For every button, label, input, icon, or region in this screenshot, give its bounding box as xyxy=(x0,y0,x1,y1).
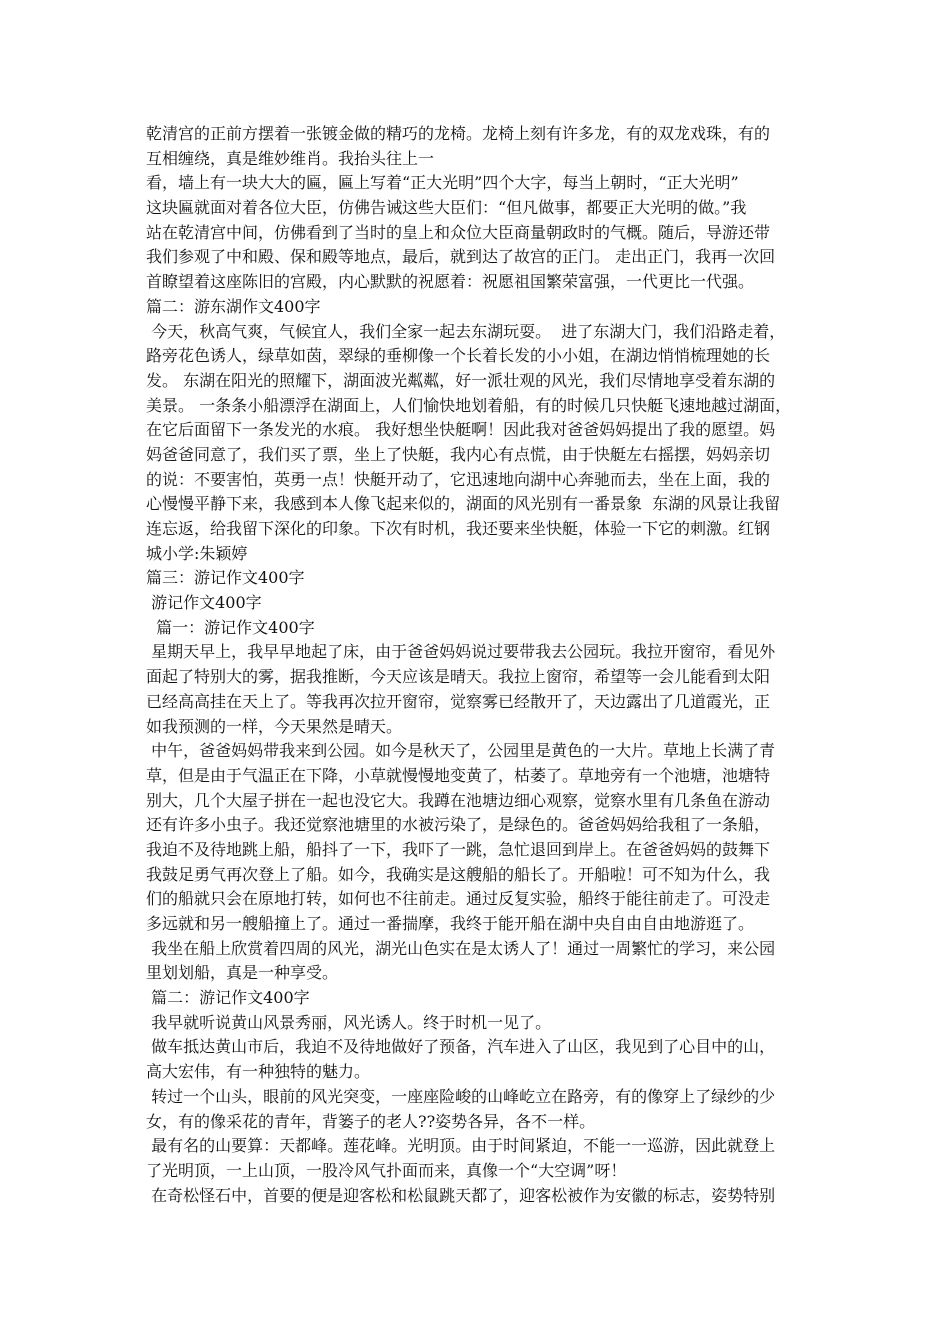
text-line: 我们参观了中和殿、保和殿等地点，最后，就到达了故宫的正门。 走出正门，我再一次回 xyxy=(146,247,776,267)
text-line: 我坐在船上欣赏着四周的风光，湖光山色实在是太诱人了！通过一周繁忙的学习，来公园 xyxy=(146,938,776,958)
text-line: 还有许多小虫子。我还觉察池塘里的水被污染了，是绿色的。爸爸妈妈给我租了一条船， xyxy=(146,815,771,835)
text-line: 妈爸爸同意了，我们买了票，坐上了快艇，我内心有点慌，由于快艇左右摇摆，妈妈亲切 xyxy=(146,444,771,464)
text-line: 发。 东湖在阳光的照耀下，湖面波光粼粼，好一派壮观的风光，我们尽情地享受着东湖的 xyxy=(146,370,776,390)
text-line: 这块匾就面对着各位大臣，仿佛告诫这些大臣们：“但凡做事，都要正大光明的做。”我 xyxy=(146,198,747,218)
text-line: 里划划船，真是一种享受。 xyxy=(146,963,339,983)
text-line: 美景。 一条条小船漂浮在湖面上，人们愉快地划着船，有的时候几只快艇飞速地越过湖面， xyxy=(146,395,792,415)
text-line: 首瞭望着这座陈旧的宫殿，内心默默的祝愿着：祝愿祖国繁荣富强，一代更比一代强。 xyxy=(146,272,755,292)
text-line: 今天，秋高气爽，气候宜人，我们全家一起去东湖玩耍。 进了东湖大门，我们沿路走着， xyxy=(146,321,786,341)
text-line: 篇二：游记作文400字 xyxy=(146,988,310,1008)
text-line: 最有名的山要算：天都峰。莲花峰。光明顶。由于时间紧迫，不能一一巡游，因此就登上 xyxy=(146,1136,776,1156)
text-line: 了光明顶，一上山顶，一股冷风气扑面而来，真像一个“大空调”呀！ xyxy=(146,1160,627,1180)
text-line: 中午，爸爸妈妈带我来到公园。如今是秋天了，公园里是黄色的一大片。草地上长满了青 xyxy=(146,741,776,761)
text-line: 我迫不及待地跳上船，船抖了一下，我吓了一跳，急忙退回到岸上。在爸爸妈妈的鼓舞下 xyxy=(146,839,771,859)
text-line: 城小学:朱颖婷 xyxy=(146,543,248,563)
text-line: 的说：不要害怕，英勇一点！快艇开动了，它迅速地向湖中心奔驰而去，坐在上面，我的 xyxy=(146,469,771,489)
text-line: 我早就听说黄山风景秀丽，风光诱人。终于时机一见了。 xyxy=(146,1012,552,1032)
text-line: 别大，几个大屋子拼在一起也没它大。我蹲在池塘边细心观察，觉察水里有几条鱼在游动 xyxy=(146,790,771,810)
text-line: 互相缠绕，真是维妙维肖。我抬头往上一 xyxy=(146,148,435,168)
text-line: 如我预测的一样，今天果然是晴天。 xyxy=(146,716,403,736)
text-line: 游记作文400字 xyxy=(146,593,262,613)
text-line: 在它后面留下一条发光的水痕。 我好想坐快艇啊！因此我对爸爸妈妈提出了我的愿望。妈 xyxy=(146,420,776,440)
text-line: 路旁花色诱人，绿草如茵，翠绿的垂柳像一个长着长发的小小姐，在湖边悄悄梳理她的长 xyxy=(146,346,771,366)
text-line: 已经高高挂在天上了。等我再次拉开窗帘，觉察雾已经散开了，天边露出了几道霞光，正 xyxy=(146,691,771,711)
text-line: 篇二：游东湖作文400字 xyxy=(146,296,321,316)
text-line: 乾清宫的正前方摆着一张镀金做的精巧的龙椅。龙椅上刻有许多龙，有的双龙戏珠，有的 xyxy=(146,124,771,143)
text-line: 高大宏伟，有一种独特的魅力。 xyxy=(146,1062,371,1082)
text-line: 篇三：游记作文400字 xyxy=(146,568,305,588)
text-line: 我鼓足勇气再次登上了船。如今，我确实是这艘船的船长了。开船啦！可不知为什么，我 xyxy=(146,864,771,884)
text-line: 做车抵达黄山市后，我迫不及待地做好了预备，汽车进入了山区，我见到了心目中的山， xyxy=(146,1037,776,1057)
text-line: 星期天早上，我早早地起了床，由于爸爸妈妈说过要带我去公园玩。我拉开窗帘，看见外 xyxy=(146,642,776,662)
text-line: 在奇松怪石中，首要的便是迎客松和松鼠跳天都了，迎客松被作为安徽的标志，姿势特别 xyxy=(146,1185,776,1205)
text-line: 看，墙上有一块大大的匾，匾上写着“正大光明”四个大字，每当上朝时，“正大光明” xyxy=(146,173,739,193)
text-line: 们的船就只会在原地打转，如何也不往前走。通过反复实验，船终于能往前走了。可没走 xyxy=(146,889,771,909)
text-line: 草，但是由于气温正在下降，小草就慢慢地变黄了，枯萎了。草地旁有一个池塘，池塘特 xyxy=(146,765,771,785)
text-line: 篇一：游记作文400字 xyxy=(146,617,315,637)
text-line: 转过一个山头，眼前的风光突变，一座座险峻的山峰屹立在路旁，有的像穿上了绿纱的少 xyxy=(146,1086,776,1106)
text-line: 站在乾清宫中间，仿佛看到了当时的皇上和众位大臣商量朝政时的气概。随后，导游还带 xyxy=(146,222,771,242)
document-body xyxy=(146,122,812,1208)
text-line: 多远就和另一艘船撞上了。通过一番揣摩，我终于能开船在湖中央自由自由地游逛了。 xyxy=(146,914,755,933)
text-line: 女，有的像采花的青年，背篓子的老人??姿势各异，各不一样。 xyxy=(146,1111,596,1131)
text-line: 面起了特别大的雾，据我推断，今天应该是晴天。我拉上窗帘，希望等一会儿能看到太阳 xyxy=(146,667,771,687)
text-line: 连忘返，给我留下深化的印象。下次有时机，我还要来坐快艇，体验一下它的刺激。红钢 xyxy=(146,519,771,538)
text-line: 心慢慢平静下来，我感到本人像飞起来似的，湖面的风光别有一番景象 东湖的风景让我留 xyxy=(146,494,781,514)
